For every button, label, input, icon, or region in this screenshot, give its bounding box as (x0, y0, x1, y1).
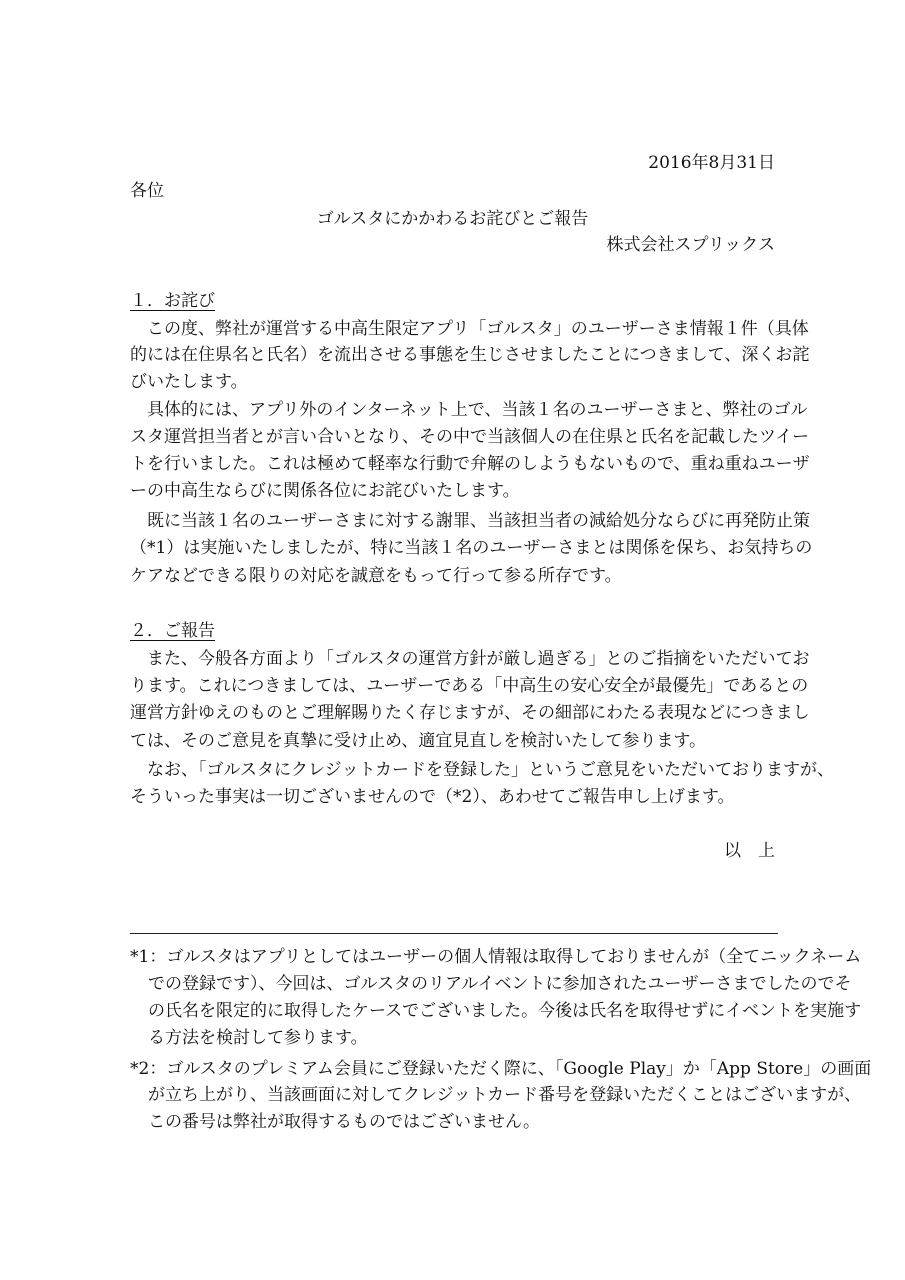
section2-line: また、今般各方面より「ゴルスタの運営方針が厳し過ぎる」とのご指摘をいただいてお (130, 649, 810, 669)
section1-heading: １．お詫び (130, 291, 215, 311)
footnote-1-line: *1：ゴルスタはアプリとしてはユーザーの個人情報は取得しておりませんが（全てニックネーム (130, 947, 862, 967)
addressee: 各位 (130, 181, 164, 201)
date: 2016年8月31日 (648, 153, 775, 173)
footnote-2-line: *2：ゴルスタのプレミアム会員にご登録いただく際に、「Google Play」か「App Store」の画面 (130, 1059, 872, 1079)
section1-line: （*1）は実施いたしましたが、特に当該１名のユーザーさまとは関係を保ち、お気持ちの (130, 538, 813, 558)
section1-line: 具体的には、アプリ外のインターネット上で、当該１名のユーザーさまと、弊社のゴル (130, 400, 808, 420)
section1-line: トを行いました。これは極めて軽率な行動で弁解のしようもないもので、重ね重ねユーザ (130, 454, 810, 474)
footnote-1-line: る方法を検討して参ります。 (148, 1028, 368, 1048)
section2-heading: ２．ご報告 (130, 621, 215, 641)
section1-line: 的には在住県名と氏名）を流出させる事態を生じさせましたことにつきまして、深くお詫 (130, 345, 810, 365)
section1-line: この度、弊社が運営する中高生限定アプリ「ゴルスタ」のユーザーさま情報１件（具体 (130, 319, 809, 339)
section2-line: ります。これにつきましては、ユーザーである「中高生の安心安全が最優先」であるとの (130, 676, 809, 696)
section2-line: 運営方針ゆえのものとご理解賜りたく存じますが、その細部にわたる表現などにつきまし (130, 703, 810, 723)
company-name: 株式会社スプリックス (606, 235, 775, 255)
footnote-2-line: が立ち上がり、当該画面に対してクレジットカード番号を登録いただくことはございますが、 (148, 1085, 862, 1105)
section1-line: ーの中高生ならびに関係各位にお詫びいたします。 (130, 481, 520, 501)
section2-line: そういった事実は一切ございませんので（*2）、あわせてご報告申し上げます。 (130, 787, 735, 807)
section1-line: 既に当該１名のユーザーさまに対する謝罪、当該担当者の減給処分ならびに再発防止策 (130, 511, 810, 531)
section1-line: ケアなどできる限りの対応を誠意をもって行って参る所存です。 (130, 566, 622, 586)
section2-line: なお、「ゴルスタにクレジットカードを登録した」というご意見をいただいておりますが、 (130, 760, 835, 780)
footnote-divider (130, 933, 778, 934)
footnote-2-line: この番号は弊社が取得するものではございません。 (148, 1112, 541, 1132)
closing: 以 上 (724, 841, 775, 861)
section1-line: スタ運営担当者とが言い合いとなり、その中で当該個人の在住県と氏名を記載したツイー (130, 427, 810, 447)
footnote-1-line: の氏名を限定的に取得したケースでございました。今後は氏名を取得せずにイベントを実施す (148, 1001, 862, 1021)
section1-line: びいたします。 (130, 372, 248, 392)
document-title: ゴルスタにかかわるお詫びとご報告 (316, 209, 589, 229)
section2-line: ては、そのご意見を真摯に受け止め、適宜見直しを検討いたして参ります。 (130, 731, 706, 751)
footnote-1-line: での登録です）、今回は、ゴルスタのリアルイベントに参加されたユーザーさまでしたのでそ (148, 974, 852, 994)
